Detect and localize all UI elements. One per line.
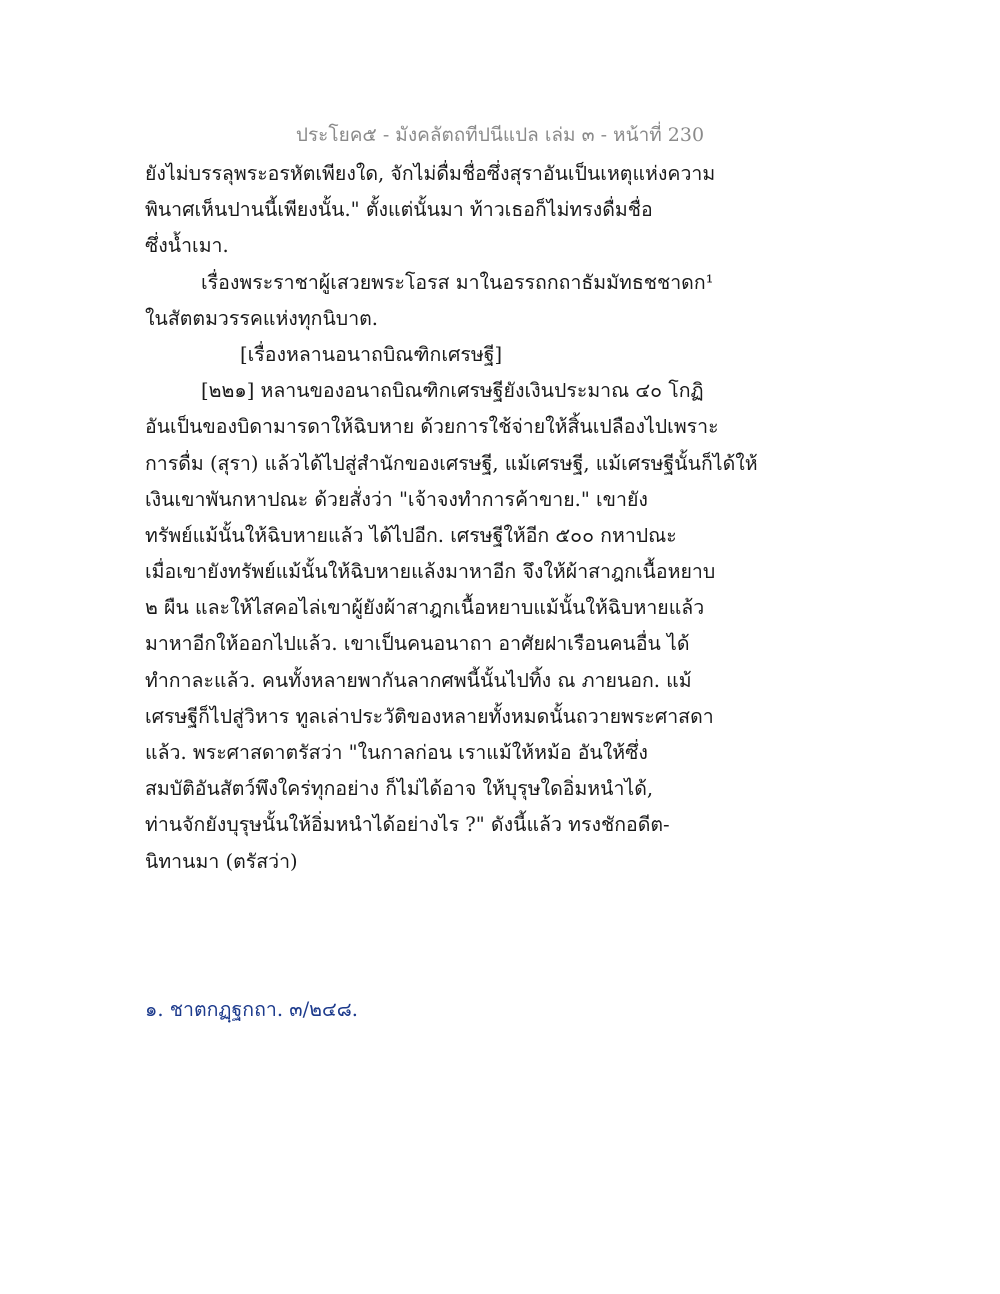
text-line: ท่านจักยังบุรุษนั้นให้อิ่มหนำได้อย่างไร ?" ดังนี้แล้ว ทรงชักอดีต- — [145, 813, 670, 837]
footnote: ๑. ชาตกฏฺฐกถา. ๓/๒๔๘. — [145, 998, 358, 1021]
text-line: ยังไม่บรรลุพระอรหัตเพียงใด, จักไม่ดื่มชื่อซึ่งสุราอันเป็นเหตุแห่งความ — [145, 162, 716, 185]
text-line: ทรัพย์แม้นั้นให้ฉิบหายแล้ว ได้ไปอีก. เศรษฐีให้อีก ๕๐๐ กหาปณะ — [145, 523, 677, 547]
text-line: สมบัติอันสัตว์พึงใคร่ทุกอย่าง ก็ไม่ได้อาจ ให้บุรุษใดอิ่มหนำได้, — [145, 777, 654, 801]
text-line: ๒ ผืน และให้ไสคอไล่เขาผู้ยังผ้าสาฎกเนื้อหยาบแม้นั้นให้ฉิบหายแล้ว — [145, 596, 705, 620]
text-line: [๒๒๑] หลานของอนาถบิณฑิกเศรษฐียังเงินประมาณ ๔๐ โกฏิ — [201, 379, 704, 403]
text-line: เมื่อเขายังทรัพย์แม้นั้นให้ฉิบหายแล้งมาหาอีก จึงให้ผ้าสาฎกเนื้อหยาบ — [145, 560, 716, 584]
text-line: ซึ่งน้ำเมา. — [145, 234, 229, 258]
section-heading: [เรื่องหลานอนาถบิณฑิกเศรษฐี] — [240, 342, 503, 366]
text-line: เศรษฐีก็ไปสู่วิหาร ทูลเล่าประวัติของหลายทั้งหมดนั้นถวายพระศาสดา — [145, 704, 714, 728]
text-line: นิทานมา (ตรัสว่า) — [145, 849, 298, 873]
text-line: ทำกาละแล้ว. คนทั้งหลายพากันลากศพนี้นั้นไปทิ้ง ณ ภายนอก. แม้ — [145, 668, 692, 692]
text-line: ในสัตตมวรรคแห่งทุกนิบาต. — [145, 306, 379, 330]
text-line: เรื่องพระราชาผู้เสวยพระโอรส มาในอรรถกถาธัมมัทธชชาดก¹ — [201, 270, 714, 294]
text-line: เงินเขาพันกหาปณะ ด้วยสั่งว่า "เจ้าจงทำการค้าขาย." เขายัง — [145, 487, 648, 511]
text-line: มาหาอีกให้ออกไปแล้ว. เขาเป็นคนอนาถา อาศัยฝาเรือนคนอื่น ได้ — [145, 632, 690, 656]
page-header: ประโยค๕ - มังคลัตถทีปนีแปล เล่ม ๓ - หน้าที่ 230 — [295, 124, 705, 146]
text-line: อันเป็นของบิดามารดาให้ฉิบหาย ด้วยการใช้จ่ายให้สิ้นเปลืองไปเพราะ — [145, 415, 719, 439]
body-text — [145, 156, 865, 880]
text-line: แล้ว. พระศาสดาตรัสว่า "ในกาลก่อน เราแม้ให้หม้อ อันให้ซึ่ง — [145, 741, 648, 764]
text-line: พินาศเห็นปานนี้เพียงนั้น." ตั้งแต่นั้นมา ท้าวเธอก็ไม่ทรงดื่มชื่อ — [145, 198, 653, 222]
text-line: การดื่ม (สุรา) แล้วได้ไปสู่สำนักของเศรษฐี, แม้เศรษฐี, แม้เศรษฐีนั้นก็ได้ให้ — [145, 451, 758, 475]
